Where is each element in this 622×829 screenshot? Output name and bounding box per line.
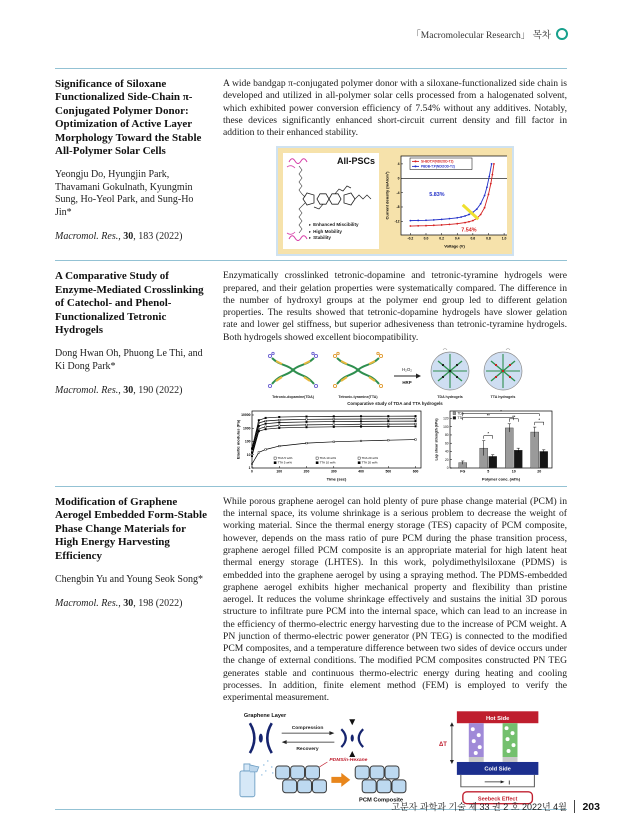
pcm-teg-figure	[232, 709, 558, 805]
article-abstract: While porous graphene aerogel can hold plenty of pure phase change material (PCM) in the internal space, its volume shrinkage is a serious problem to decrease the weight of working material. Since the thermal energy storage (TES) capacity of PCM composite, however, depends on the mass ratio of pure PCM during the phase transition process, graphene aerogel filled PCM composite is an appropriate material for high latent heat thermal energy storage (LHTES). In this work, polydimethylsiloxane (PDMS) is embedded into the graphene aerogel by using a spraying method. The PDMS-embedded graphene aerogel exhibits higher mechanical property and flexibility than pristine aerogel. It reduces the volume shrinkage effectively and sustains the initial 3D porous structure to infiltrate pure PCM into the internal space, which can lead to an increase in the efficiency of thermo-electric energy harvesting due to the increase of PCM weight. A PN junction of thermo-electric power generator (PN TEG) is connected to the modified PCM composites, and a temperature difference between two sides of device occurs under the change of external conditions. The modified PCM composites constructed PN TEG generates stable and continuous thermo-electric energy during heating and cooling processes. In addition, finite element method (FEM) is employed to verify the experimental measurement.	[223, 495, 567, 704]
journal-name: Macromol. Res.,	[55, 385, 124, 397]
hydrogel-schematic-row	[228, 348, 562, 399]
svg-text:20: 20	[444, 457, 449, 462]
toc-entry-1	[55, 68, 567, 260]
svg-text:500: 500	[385, 469, 392, 474]
svg-text:0: 0	[397, 176, 400, 181]
pages: , 183 (2022)	[133, 231, 183, 242]
svg-text:TTA 20 wt%: TTA 20 wt%	[361, 460, 378, 465]
svg-text:1.0: 1.0	[501, 236, 507, 241]
svg-text:TDA 10 wt%: TDA 10 wt%	[319, 455, 337, 460]
schematic-label: Tetronic-dopamine(TDA)	[272, 394, 314, 399]
svg-text:**: **	[486, 412, 490, 418]
page-number: 203	[582, 800, 600, 813]
schematic-label: Tetronic-tyramine(TTA)	[338, 394, 378, 399]
svg-text:7.54%: 7.54%	[461, 227, 477, 234]
toc-entry-3	[55, 486, 567, 811]
toc-entries	[55, 68, 567, 810]
bullet-text: Stability	[313, 235, 331, 241]
volume: 30	[123, 385, 134, 397]
entry-2-body	[223, 270, 567, 482]
solar-cell-figure	[276, 146, 514, 256]
svg-text:Elastic modulus (Pa): Elastic modulus (Pa)	[235, 419, 241, 460]
svg-text:300: 300	[330, 469, 337, 474]
elastic-modulus-chart	[235, 408, 425, 482]
lap-shear-chart	[433, 408, 555, 482]
pages: , 190 (2022)	[133, 385, 183, 397]
tda-hydrogel-circle	[425, 348, 475, 394]
article-citation	[55, 598, 211, 609]
volume: 30	[123, 231, 134, 242]
svg-text:TTA: TTA	[457, 416, 464, 421]
svg-text:Voltage (V): Voltage (V)	[444, 243, 465, 249]
svg-text:0.0: 0.0	[423, 236, 429, 241]
tta-polymer-schematic	[327, 350, 389, 394]
svg-text:0.6: 0.6	[470, 236, 476, 241]
article-authors: Yeongju Do, Hyungjin Park, Thavamani Gokulnath, Kyungmin Sung, Ho-Yeol Park, and Sung-Ho Jin*	[55, 169, 194, 218]
svg-text:**: **	[512, 413, 516, 419]
page-header	[411, 27, 568, 41]
svg-text:-4: -4	[396, 191, 400, 196]
hydrogel-figure	[228, 348, 562, 482]
svg-text:Current density (mA/cm²): Current density (mA/cm²)	[384, 171, 390, 220]
pdms-label: PDMS/n-Hexane	[329, 758, 368, 764]
article-authors: Chengbin Yu and Young Seok Song*	[55, 573, 203, 585]
svg-text:10: 10	[511, 469, 516, 474]
svg-text:1000: 1000	[242, 426, 251, 431]
svg-text:120: 120	[443, 416, 449, 421]
svg-text:0.2: 0.2	[439, 236, 444, 241]
svg-text:TDA: TDA	[457, 411, 464, 416]
compression-label: Compression	[291, 726, 324, 732]
svg-text:Si-BDT:P(NDI2OD-T2): Si-BDT:P(NDI2OD-T2)	[421, 159, 454, 164]
recovery-label: Recovery	[296, 747, 319, 753]
svg-text:1: 1	[248, 466, 251, 471]
svg-text:60: 60	[444, 441, 449, 446]
svg-text:10000: 10000	[241, 413, 251, 418]
arrow-bullet-icon: ▸	[309, 221, 312, 227]
reagent-top: H₂O₂	[402, 366, 412, 372]
svg-text:10: 10	[246, 452, 251, 457]
svg-text:Polymer conc. (wt%): Polymer conc. (wt%)	[481, 476, 521, 482]
svg-text:0: 0	[251, 469, 253, 474]
entry-3-meta	[55, 496, 211, 806]
seebeck-effect-label: Seebeck Effect	[477, 796, 518, 803]
reaction-arrow	[392, 367, 422, 399]
graphene-layer-label: Graphene Layer	[243, 713, 287, 720]
svg-text:TTA 5 wt%: TTA 5 wt%	[277, 460, 292, 465]
svg-text:*: *	[487, 430, 490, 436]
svg-text:400: 400	[358, 469, 364, 474]
article-title: Significance of Siloxane Functionalized Side-Chain π-Conjugated Polymer Donor: Optimization of Active Layer Morphology Toward the Stable All-Polymer Solar Cells	[55, 78, 202, 158]
svg-text:4: 4	[397, 162, 400, 167]
svg-text:200: 200	[303, 469, 310, 474]
journal-name: Macromol. Res.,	[55, 598, 124, 610]
tta-hydrogel-circle	[478, 348, 528, 394]
svg-text:TDA 5 wt%: TDA 5 wt%	[277, 455, 293, 460]
arrow-bullet-icon: ▸	[309, 235, 312, 241]
graphene-aerogel-diagram	[232, 709, 429, 805]
article-abstract: A wide bandgap π-conjugated polymer donor with a siloxane-functionalized side chain is developed and utilized in all-polymer solar cells processed from a halogenated solvent, which exhibited power conversion efficiency of 7.54% without any additives. Notably, these devices significantly enhanced short-circuit current density and fill factor in addition to their enhanced stability.	[223, 78, 567, 139]
entry-1-body	[223, 78, 567, 256]
journal-name: Macromol. Res.,	[55, 231, 124, 242]
svg-text:100: 100	[244, 439, 251, 444]
hydrogel-label: TTA hydrogels	[490, 394, 516, 399]
svg-text:80: 80	[444, 433, 449, 438]
right-arrow-icon	[392, 372, 422, 380]
volume: 30	[123, 598, 134, 610]
article-citation	[55, 385, 211, 396]
svg-text:20: 20	[537, 469, 542, 474]
pcm-composite-label: PCM Composite	[359, 798, 404, 805]
reagent-bottom: HRP	[402, 379, 412, 385]
footer-divider	[574, 800, 576, 813]
bullet-text: High Mobility	[313, 228, 342, 234]
entry-3-body	[223, 496, 567, 806]
svg-text:0.8: 0.8	[486, 236, 491, 241]
svg-text:*: *	[500, 408, 502, 414]
article-abstract: Enzymatically crosslinked tetronic-dopamine and tetronic-tyramine hydrogels were prepared, and their gelation properties were systematically compared. The difference in the number of hydroxyl groups at the polymer end group led to different gelation properties. The results showed that tetronic-dopamine hydrogels have slower gelation rate and lower gel stiffness, but superior adhesiveness than tetronic-tyramine hydrogels. Both hydrogels showed excellent biocompatibility.	[223, 270, 567, 343]
svg-text:*: *	[538, 417, 541, 423]
hot-side-label: Hot Side	[485, 716, 510, 723]
jv-curve-chart	[384, 153, 507, 249]
hydrogel-label: TDA hydrogels	[437, 394, 463, 399]
delta-t-label: ΔT	[438, 742, 447, 749]
svg-text:Lap shear strength (kPa): Lap shear strength (kPa)	[434, 418, 439, 461]
svg-text:100: 100	[276, 469, 283, 474]
svg-text:0.4: 0.4	[454, 236, 460, 241]
figure-bullet-list	[309, 222, 359, 243]
svg-text:5.83%: 5.83%	[429, 192, 445, 199]
article-title: A Comparative Study of Enzyme-Mediated Crosslinking of Catechol- and Phenol-Functionalized Tetronic Hydrogels	[55, 270, 204, 336]
svg-text:40: 40	[444, 449, 449, 454]
current-label: I	[508, 780, 510, 787]
toc-bullet-icon	[556, 28, 568, 40]
svg-text:-12: -12	[394, 219, 400, 224]
svg-text:5: 5	[487, 469, 490, 474]
svg-text:FG: FG	[460, 469, 466, 474]
svg-text:Time (sec): Time (sec)	[326, 476, 347, 482]
figure-caption: Comparative study of TDA and TTA hydrogels	[347, 400, 443, 406]
article-authors: Dong Hwan Oh, Phuong Le Thi, and Ki Dong Park*	[55, 348, 203, 372]
entry-2-meta	[55, 270, 211, 482]
entry-1-meta	[55, 78, 211, 256]
page-footer	[391, 800, 600, 813]
journal-toc-title: 「Macromolecular Research」 목차	[411, 31, 551, 41]
bullet-text: Enhanced Miscibility	[313, 221, 359, 227]
hydrogel-charts-row	[228, 408, 562, 482]
svg-text:-8: -8	[396, 205, 400, 210]
arrow-bullet-icon: ▸	[309, 228, 312, 234]
svg-text:-0.2: -0.2	[407, 236, 414, 241]
svg-text:0: 0	[446, 466, 449, 471]
svg-text:PBDB-T:P(NDI2OD-T2): PBDB-T:P(NDI2OD-T2)	[421, 164, 455, 169]
issue-info: 고분자 과학과 기술 제 33 권 2 호 2022년 4월	[391, 802, 567, 812]
svg-text:TDA 20 wt%: TDA 20 wt%	[361, 455, 379, 460]
svg-text:100: 100	[443, 424, 449, 429]
tda-polymer-schematic	[262, 350, 324, 394]
toc-entry-2	[55, 260, 567, 486]
article-citation	[55, 231, 211, 242]
polymer-structure-panel	[283, 153, 379, 249]
cold-side-label: Cold Side	[484, 767, 511, 774]
pages: , 198 (2022)	[133, 598, 183, 610]
teg-device-diagram	[437, 709, 558, 805]
svg-text:600: 600	[412, 469, 419, 474]
figure-panel-title: All-PSCs	[336, 156, 375, 167]
svg-text:TTA 10 wt%: TTA 10 wt%	[319, 460, 336, 465]
article-title: Modification of Graphene Aerogel Embedded Form-Stable Phase Change Materials for High Energy Harvesting Efficiency	[55, 495, 207, 562]
